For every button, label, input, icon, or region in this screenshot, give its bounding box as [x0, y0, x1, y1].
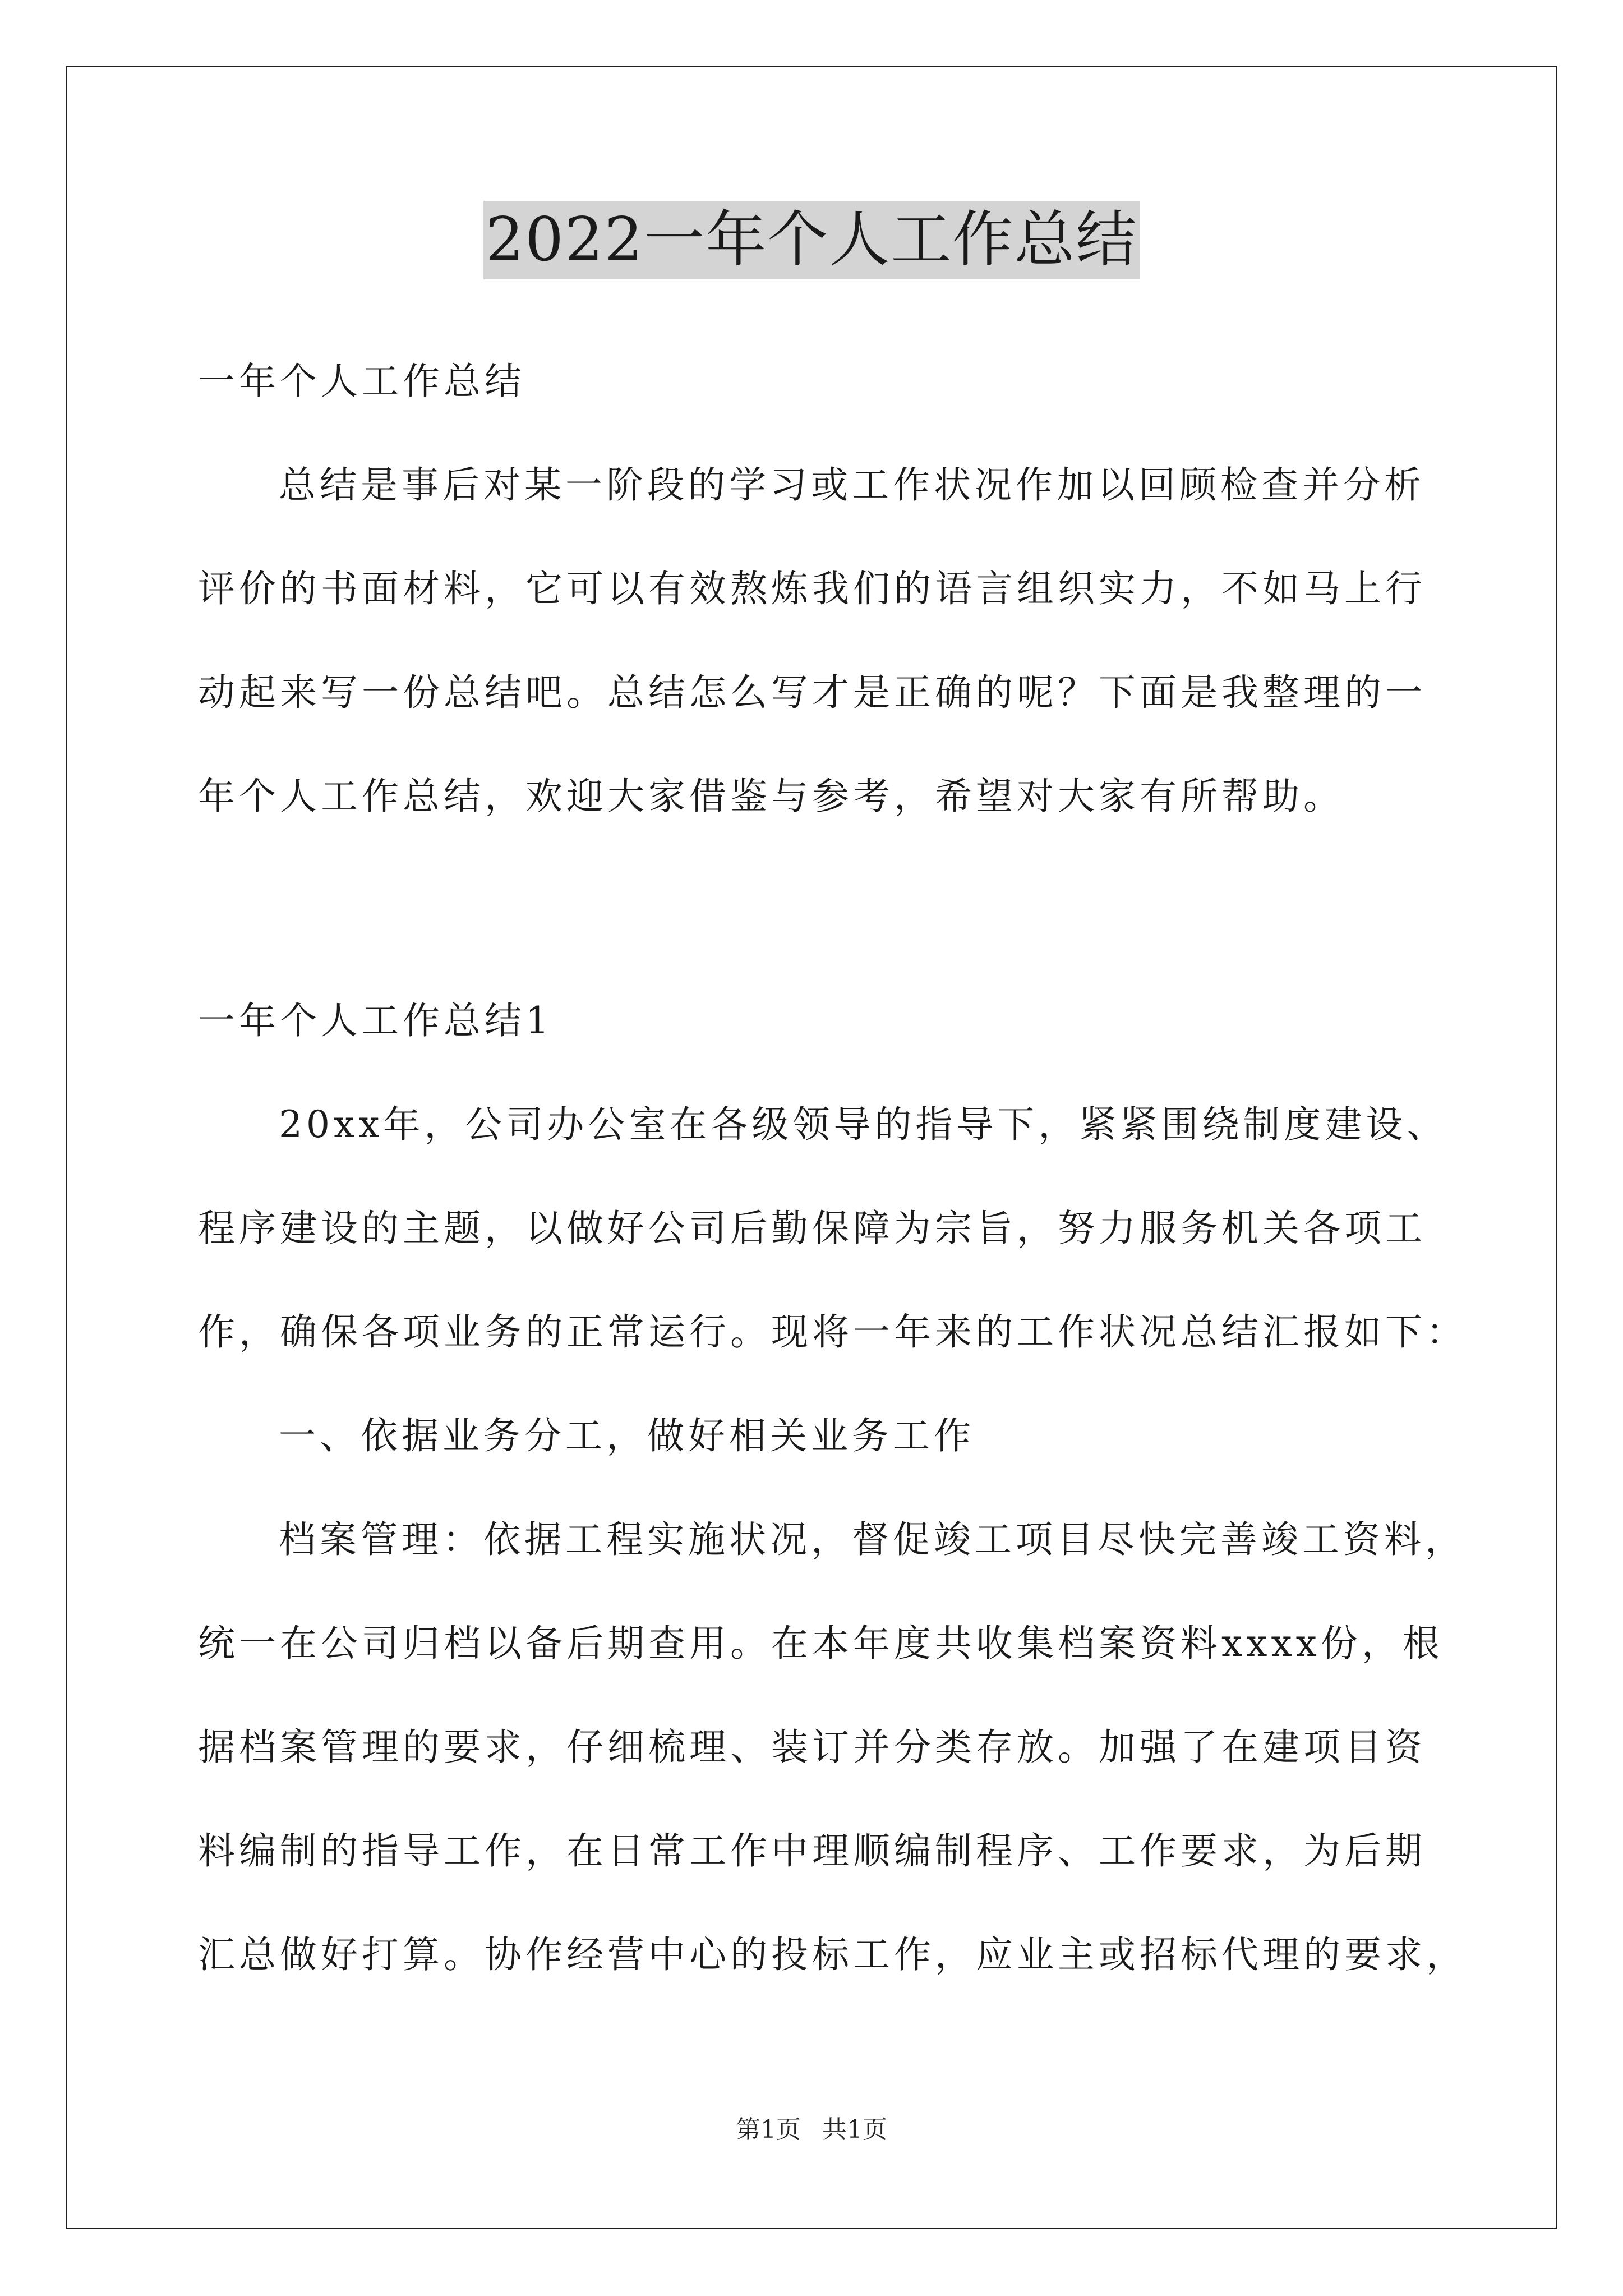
- document-title: 2022一年个人工作总结: [483, 201, 1140, 279]
- section-line: 料编制的指导工作，在日常工作中理顺编制程序、工作要求，为后期: [198, 1829, 1426, 1872]
- section-line: 档案管理：依据工程实施状况，督促竣工项目尽快完善竣工资料，: [279, 1518, 1466, 1561]
- page-total: 共1页: [822, 2115, 887, 2144]
- section-line: 20xx年，公司办公室在各级领导的指导下，紧紧围绕制度建设、: [279, 1103, 1448, 1146]
- page-number: 第1页: [736, 2115, 801, 2144]
- section-line: 汇总做好打算。协作经营中心的投标工作，应业主或招标代理的要求，: [198, 1933, 1467, 1976]
- section-line: 一、依据业务分工，做好相关业务工作: [279, 1414, 975, 1457]
- section-line: 程序建设的主题，以做好公司后勤保障为宗旨，努力服务机关各项工: [198, 1207, 1426, 1250]
- section-heading: 一年个人工作总结1: [198, 999, 553, 1042]
- section-spacer: [198, 867, 1426, 987]
- title-wrap: [0, 201, 1623, 279]
- subtitle: 一年个人工作总结: [198, 360, 525, 403]
- section-line: 据档案管理的要求，仔细梳理、装订并分类存放。加强了在建项目资: [198, 1726, 1426, 1769]
- intro-line: 年个人工作总结，欢迎大家借鉴与参考，希望对大家有所帮助。: [198, 775, 1344, 818]
- intro-line: 总结是事后对某一阶段的学习或工作状况作加以回顾检查并分析: [279, 463, 1425, 507]
- section-line: 统一在公司归档以备后期查用。在本年度共收集档案资料xxxx份，根: [198, 1622, 1444, 1665]
- page-footer: [0, 2109, 1623, 2145]
- document-body: [198, 348, 1467, 2025]
- intro-line: 评价的书面材料，它可以有效熬炼我们的语言组织实力，不如马上行: [198, 567, 1426, 610]
- intro-line: 动起来写一份总结吧。总结怎么写才是正确的呢？下面是我整理的一: [198, 671, 1426, 714]
- section-line: 作，确保各项业务的正常运行。现将一年来的工作状况总结汇报如下：: [198, 1310, 1467, 1354]
